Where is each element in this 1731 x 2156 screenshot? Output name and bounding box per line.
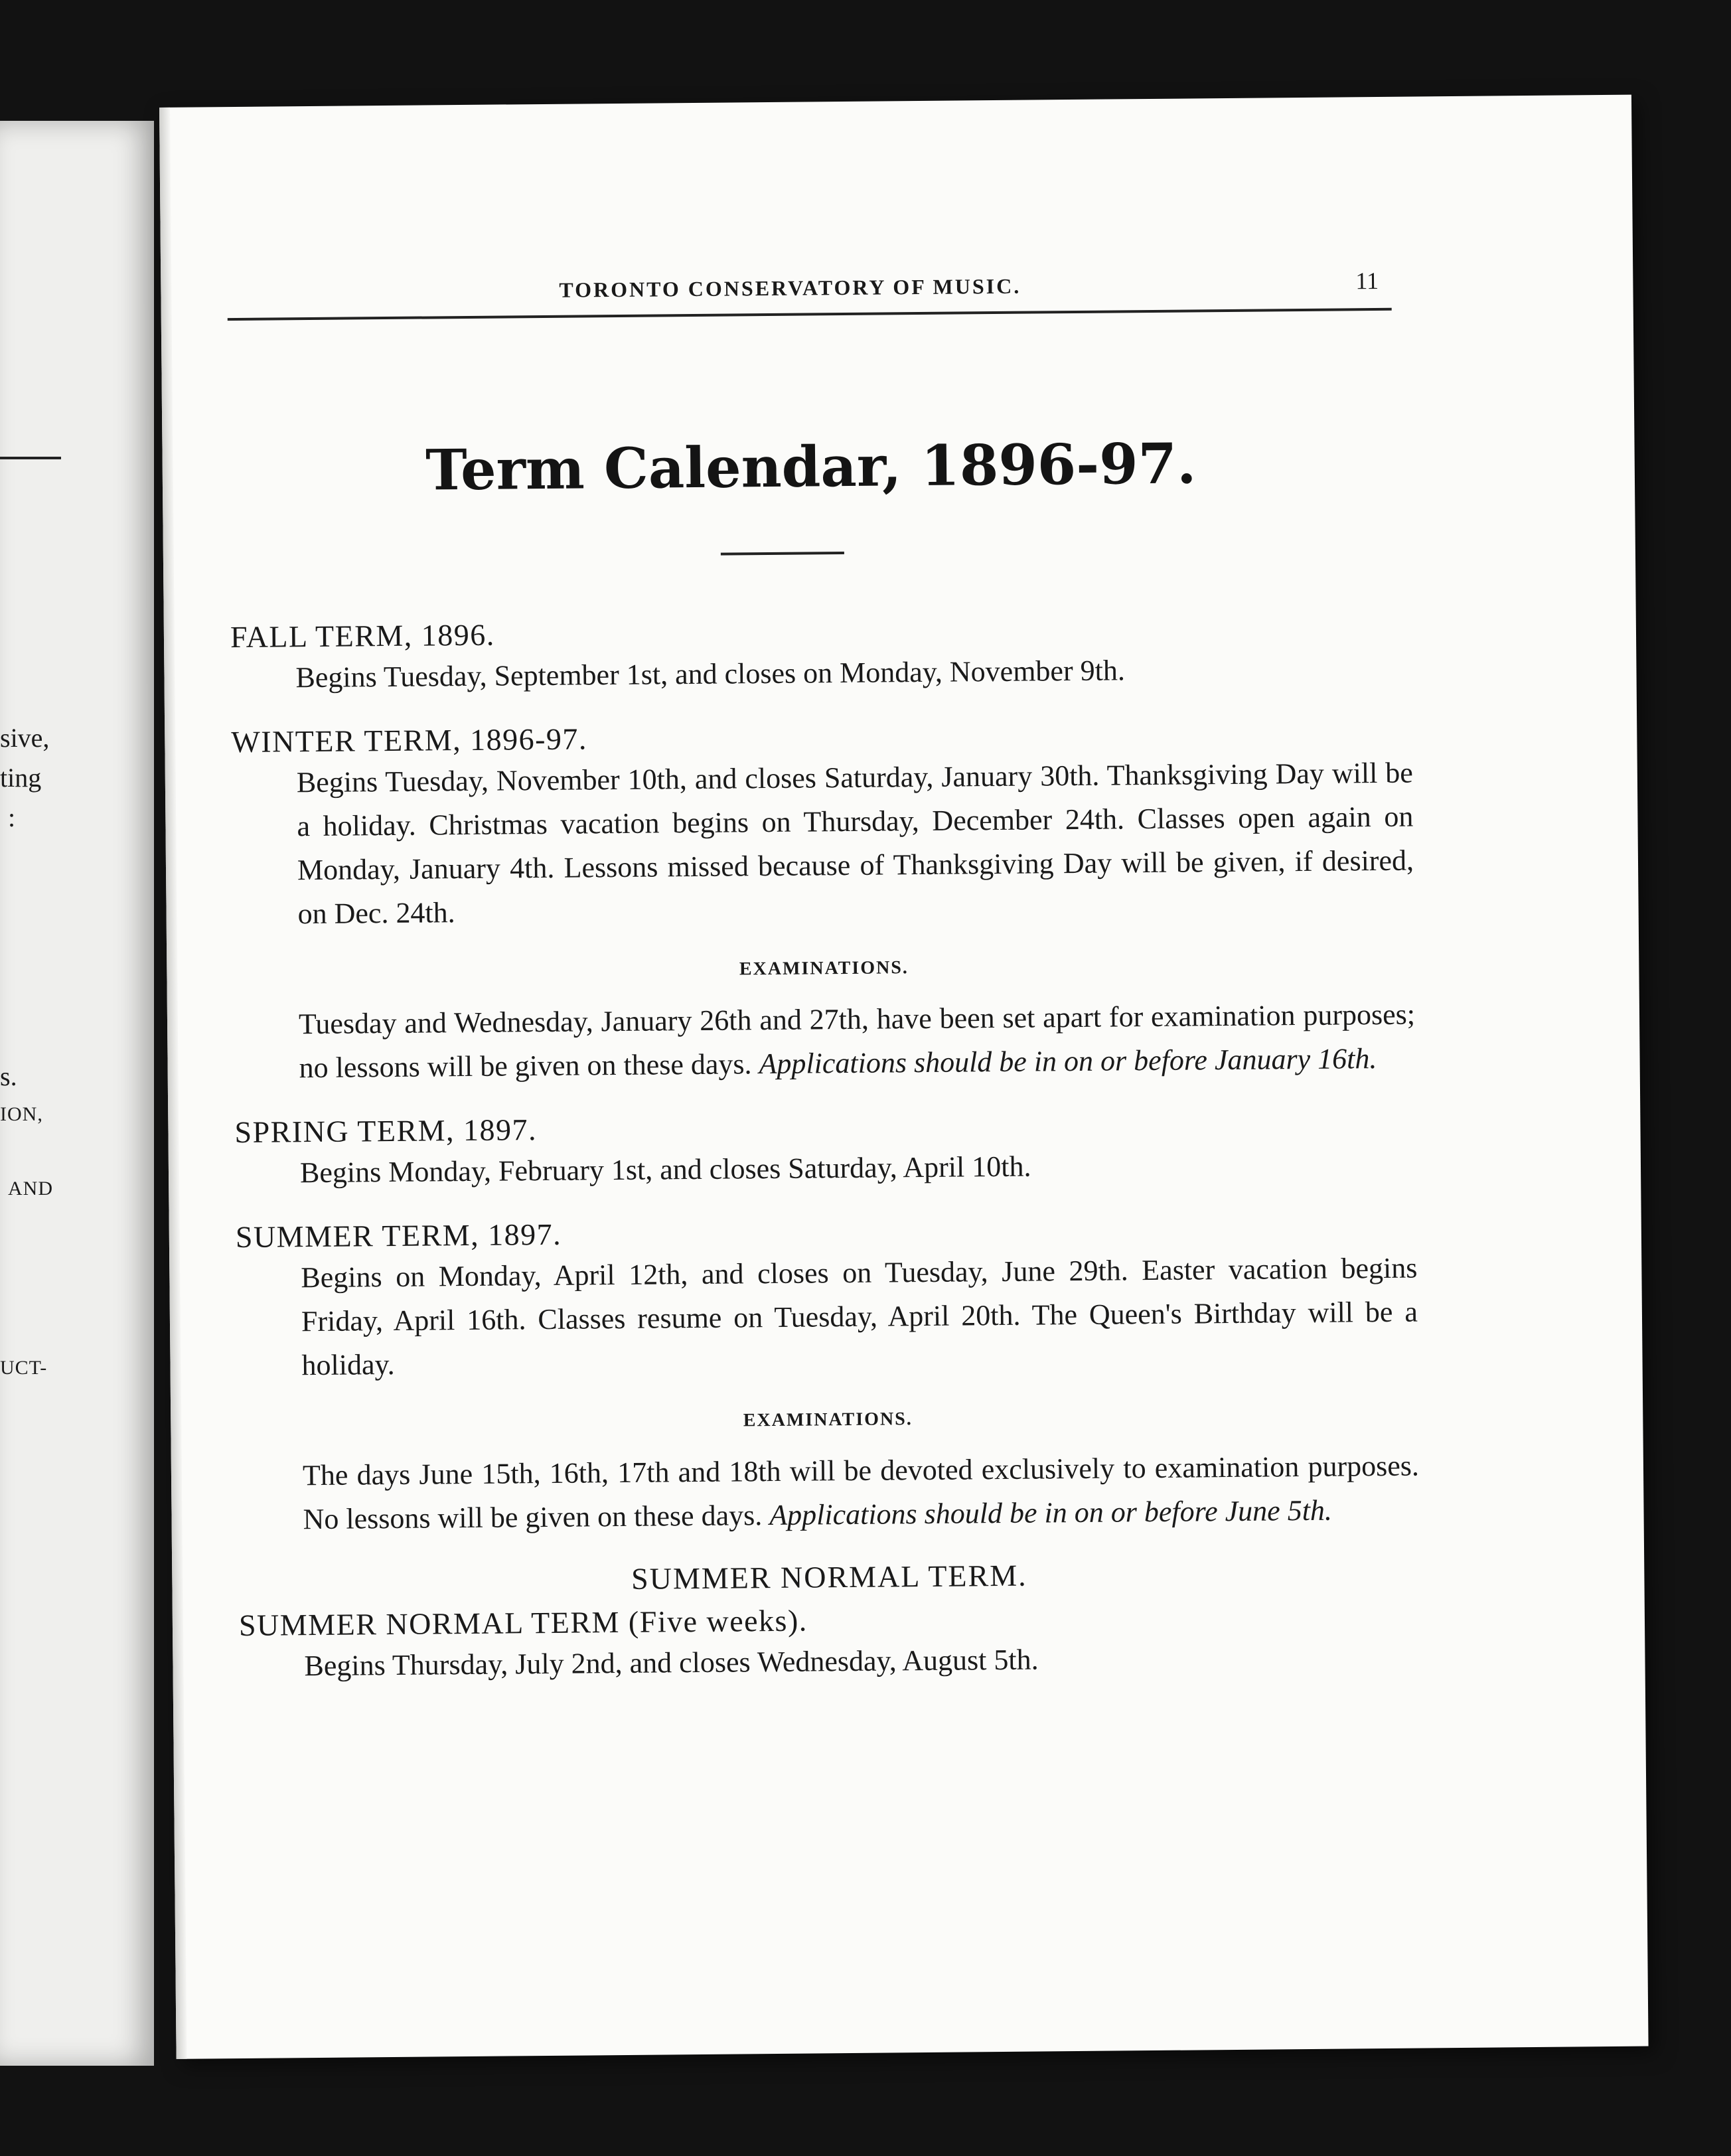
spring-term-body: Begins Monday, February 1st, and closes Saturday, April 10th. [299,1150,1031,1190]
facing-page-fragment: sive, [0,723,50,753]
winter-term-heading: WINTER TERM, 1896-97. [231,722,588,759]
facing-page-fragment: ting [0,763,42,793]
winter-exam-heading: EXAMINATIONS. [739,957,909,980]
facing-page-fragment: ION, [0,1103,43,1125]
header-rule [228,308,1392,321]
summer-exam-heading: EXAMINATIONS. [743,1409,913,1431]
spring-term-heading: SPRING TERM, 1897. [234,1113,538,1150]
fall-term-heading: FALL TERM, 1896. [230,617,495,654]
summer-normal-term-body: Begins Thursday, July 2nd, and closes Wednesday, August 5th. [304,1643,1039,1683]
summer-term-heading: SUMMER TERM, 1897. [235,1217,562,1255]
summer-normal-term [239,1596,1421,1689]
page-edge [159,108,187,2059]
fall-term [230,608,1412,701]
summer-normal-section-heading: SUMMER NORMAL TERM. [631,1558,1027,1596]
page-title: Term Calendar, 1896-97. [425,430,1197,503]
winter-exam-text: Tuesday and Wednesday, January 26th and 27th, have been set apart for examination purposes; no lessons will be given on these days. [298,998,1416,1085]
facing-page-fragment: UCT- [0,1357,48,1379]
winter-term-body: Begins Tuesday, November 10th, and closes Saturday, January 30th. Thanksgiving Day will be a holiday. Christmas vacation begins on Thursday, December 24th. Classes open again on Monday, January 4th. Lessons missed because of Thanksgiving Day will be given, if desired, on Dec. 24th. [296,756,1414,931]
winter-exam-note: Applications should be in on or before January 16th. [759,1042,1377,1081]
summer-exam-body [303,1444,1420,1542]
facing-page-fragment: : [8,803,16,832]
winter-exam-body [299,993,1416,1091]
term-calendar [230,608,1421,1711]
summer-term [236,1208,1420,1543]
facing-page-fragment: AND [8,1178,53,1199]
facing-page [0,121,154,2066]
book-page [159,95,1649,2059]
winter-term [231,713,1416,1091]
summer-term-body: Begins on Monday, April 12th, and closes on Tuesday, June 29th. Easter vacation begins Friday, April 16th. Classes resume on Tuesday, April 20th. The Queen's Birthday will be a holiday. [301,1251,1418,1382]
fall-term-body: Begins Tuesday, September 1st, and closes on Monday, November 9th. [295,654,1126,694]
facing-page-fragment: s. [0,1061,17,1091]
title-rule [721,552,844,556]
summer-normal-term-heading: SUMMER NORMAL TERM (Five weeks). [238,1603,808,1643]
summer-exam-text: The days June 15th, 16th, 17th and 18th will be devoted exclusively to examination purposes. No lessons will be given on these days. [302,1449,1420,1536]
summer-exam-note: Applications should be in on or before June 5th. [769,1494,1333,1532]
facing-page-rule [0,457,61,459]
page-number: 11 [1355,267,1379,295]
spring-term [234,1103,1416,1196]
running-head: TORONTO CONSERVATORY OF MUSIC. [559,273,1021,302]
